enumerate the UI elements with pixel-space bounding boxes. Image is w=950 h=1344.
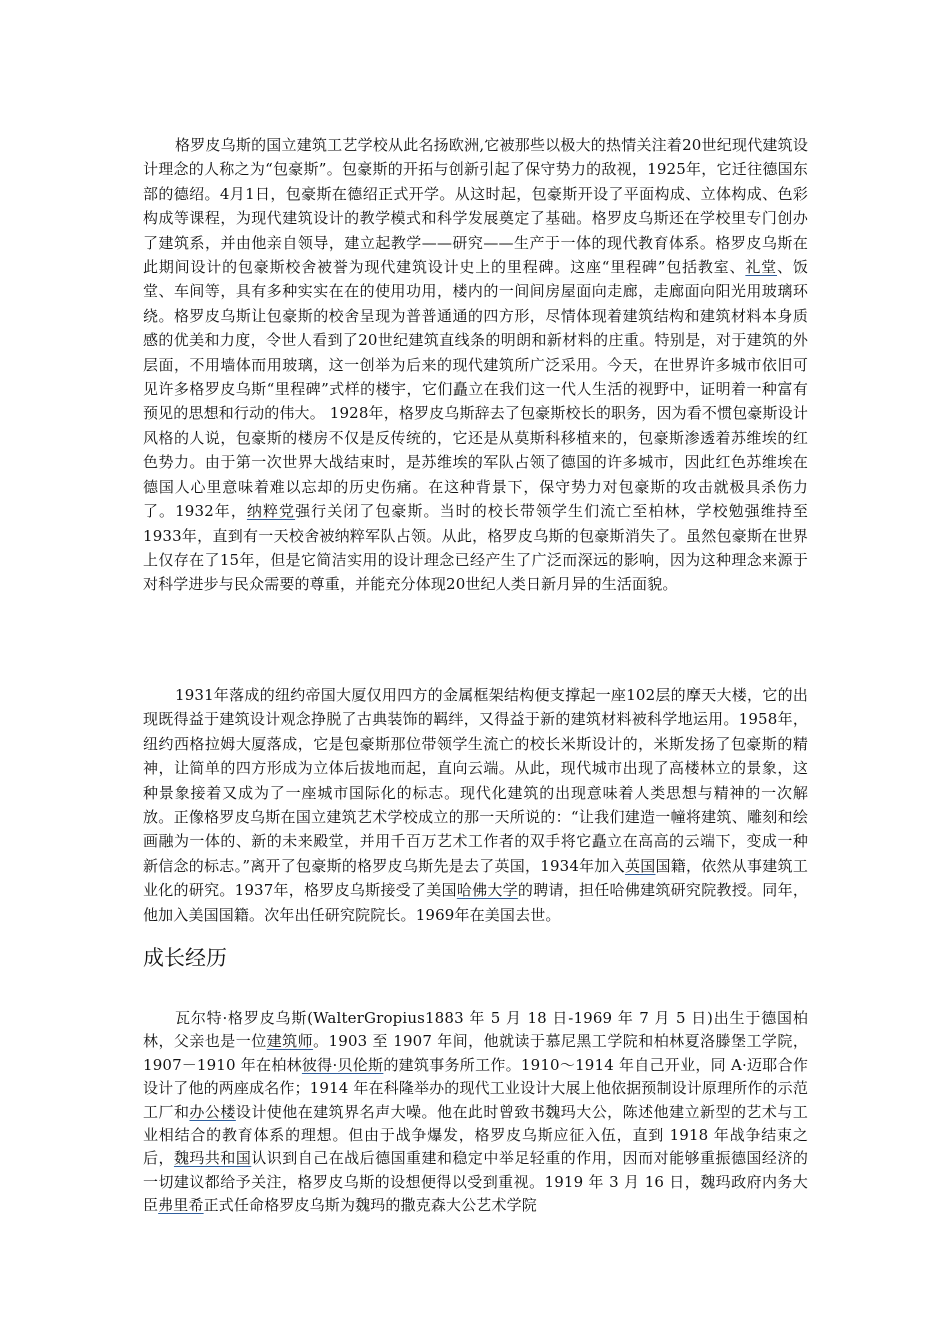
paragraph-modern-architecture [143, 683, 808, 927]
link-office-building[interactable]: 办公楼 [189, 1102, 236, 1121]
link-harvard[interactable]: 哈佛大学 [456, 881, 518, 900]
section-heading: 成长经历 [143, 946, 227, 970]
paragraph-bauhaus-history [143, 133, 808, 597]
text-segment: 的建筑事务所工作。1910～1914 年自己开业，同 A·迈耶合作设计了他的两座成名作；1914 年在科隆举办的现代工业设计大展上他依据预制设计原理所作的示范工厂和 [143, 1055, 809, 1121]
text-segment: 格罗皮乌斯的国立建筑工艺学校从此名扬欧洲,它被那些以极大的热情关注着20世纪现代建筑设计理念的人称之为“包豪斯”。包豪斯的开拓与创新引起了保守势力的敌视，1925年，它迁往德国东部的德绍。4月1日，包豪斯在德绍正式开学。从这时起，包豪斯开设了平面构成、立体构成、色彩构成等课程，为现代建筑设计的教学模式和科学发展奠定了基础。格罗皮乌斯还在学校里专门创办了建筑系，并由他亲自领导，建立起教学——研究——生产于一体的现代教育体系。格罗皮乌斯在此期间设计的包豪斯校舍被誉为现代建筑设计史上的里程碑。这座“里程碑”包括教室、 [143, 136, 808, 277]
text-segment: 的聘请，担任哈佛建筑研究院教授。同年，他加入美国国籍。次年出任研究院院长。1969年在美国去世。 [143, 881, 808, 924]
text-segment: 设计使他在建筑界名声大噪。他在此时曾致书魏玛大公，陈述他建立新型的艺术与工业相结合的教育体系的理想。但由于战争爆发，格罗皮乌斯应征入伍，直到 1918 年战争结束之后， [143, 1102, 808, 1168]
text-segment: 、饭堂、车间等，具有多种实实在在的使用功用，楼内的一间间房屋面向走廊，走廊面向阳光用玻璃环绕。格罗皮乌斯让包豪斯的校舍呈现为普普通通的四方形，尽情体现着建筑结构和建筑材料本身质感的优美和力度，令世人看到了20世纪建筑直线条的明朗和新材料的庄重。特别是，对于建筑的外层面，不用墙体而用玻璃，这一创举为后来的现代建筑所广泛采用。今天，在世界许多城市依旧可见许多格罗皮乌斯“里程碑”式样的楼宇，它们矗立在我们这一代人生活的视野中，证明着一种富有预见的思想和行动的伟大。 1928年，格罗皮乌斯辞去了包豪斯校长的职务，因为看不惯包豪斯设计风格的人说，包豪斯的楼房不仅是反传统的，它还是从莫斯科移植来的，包豪斯渗透着苏维埃的红色势力。由于第一次世界大战结束时，是苏维埃的军队占领了德国的许多城市，因此红色苏维埃在德国人心里意味着难以忘却的历史伤痛。在这种背景下，保守势力对包豪斯的攻击就极具杀伤力了。1932年， [143, 258, 808, 521]
link-frisch[interactable]: 弗里希 [158, 1196, 204, 1215]
link-peter-behrens[interactable]: 彼得·贝伦斯 [301, 1055, 384, 1074]
text-segment: 。1903 至 1907 年间，他就读于慕尼黑工学院和柏林夏洛滕堡工学院，1907－1910 年在柏林 [143, 1032, 809, 1074]
text-segment: 1931年落成的纽约帝国大厦仅用四方的金属框架结构便支撑起一座102层的摩天大楼，它的出现既得益于建筑设计观念挣脱了古典装饰的羁绊，又得益于新的建筑材料被科学地运用。1958年，纽约西格拉姆大厦落成，它是包豪斯那位带领学生流亡的校长米斯设计的，米斯发扬了包豪斯的精神，让简单的四方形成为立体后拔地而起，直向云端。从此，现代城市出现了高楼林立的景象，这种景象接着又成为了一座城市国际化的标志。现代化建筑的出现意味着人类思想与精神的一次解放。正像格罗皮乌斯在国立建筑艺术学校成立的那一天所说的：“让我们建造一幢将建筑、雕刻和绘画融为一体的、新的未来殿堂，并用千百万艺术工作者的双手将它矗立在高高的云端下，变成一种新信念的标志。”离开了包豪斯的格罗皮乌斯先是去了英国，1934年加入 [143, 686, 808, 875]
link-weimar-republic[interactable]: 魏玛共和国 [173, 1149, 252, 1168]
link-auditorium[interactable]: 礼堂 [745, 258, 778, 277]
paragraph-biography [143, 1007, 808, 1218]
text-segment: 认识到自己在战后德国重建和稳定中举足轻重的作用，因而对能够重振德国经济的一切建议都给予关注，格罗皮乌斯的设想便得以受到重视。1919 年 3 月 16 日，魏玛政府内务大臣 [143, 1149, 808, 1215]
text-segment: 瓦尔特·格罗皮乌斯(WalterGropius1883 年 5 月 18 日-1969 年 7 月 5 日)出生于德国柏林，父亲也是一位 [143, 1009, 808, 1051]
link-england[interactable]: 英国 [624, 856, 656, 875]
text-segment: 正式任命格罗皮乌斯为魏玛的撒克森大公艺术学院 [203, 1196, 537, 1215]
text-segment: 强行关闭了包豪斯。当时的校长带领学生们流亡至柏林，学校勉强维持至1933年，直到有一天校舍被纳粹军队占领。从此，格罗皮乌斯的包豪斯消失了。虽然包豪斯在世界上仅存在了15年，但是它简洁实用的设计理念已经产生了广泛而深远的影响，因为这种理念来源于对科学进步与民众需要的尊重，并能充分体现20世纪人类日新月异的生活面貌。 [143, 502, 809, 594]
link-architect[interactable]: 建筑师 [266, 1032, 314, 1051]
link-nazi-party[interactable]: 纳粹党 [246, 502, 296, 521]
text-segment: 国籍，依然从事建筑工业化的研究。1937年，格罗皮乌斯接受了美国 [143, 856, 808, 900]
